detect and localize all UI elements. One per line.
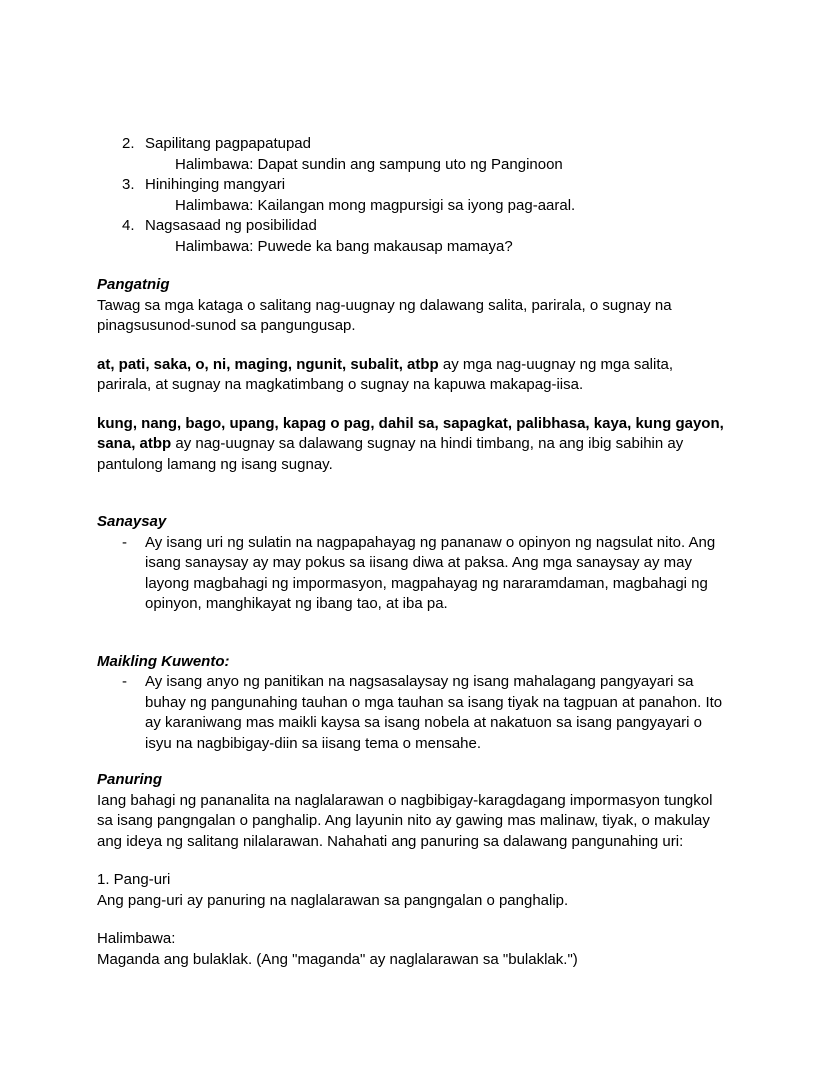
- bullet-item: [97, 672, 730, 754]
- bullet-text-sanaysay: Ay isang uri ng sulatin na nagpapahayag ng pananaw o opinyon ng nagsulat nito. Ang isang sanaysay ay may pokus sa iisang diwa at paksa. Ang mga sanaysay ay may layong magbahagi ng impormasyon, magpahayag ng nararamdaman, magbahagi ng opinyon, manghikayat ng ibang tao, at iba pa.: [145, 533, 716, 612]
- list-item-number: 3.: [122, 176, 135, 193]
- section-pangatnig: [97, 275, 730, 475]
- bullet-text-maikling-kuwento: Ay isang anyo ng panitikan na nagsasalaysay ng isang mahalagang pangyayari sa buhay ng pangunahing tauhan o mga tauhan sa isang tiyak na tagpuan at panahon. Ito ay karaniwang mas maikli kaysa sa isang nobela at nakatuon sa isang pangyayari o isyu na nagbibigay-diin sa iisang tema o mensahe.: [145, 673, 723, 752]
- section-heading-panuring: Panuring: [97, 771, 163, 788]
- section-heading-sanaysay: Sanaysay: [97, 513, 167, 530]
- list-item: [122, 216, 730, 257]
- coordinating-conjunction-list: at, pati, saka, o, ni, maging, ngunit, subalit, atbp: [97, 355, 439, 373]
- list-item-title: Hinihinging mangyari: [145, 176, 286, 193]
- example-label: Halimbawa:: [97, 930, 176, 947]
- list-item-title: Nagsasaad ng posibilidad: [145, 217, 317, 234]
- example-line: Halimbawa: Puwede ka bang makausap mamaya?: [175, 237, 513, 255]
- example-sentence: Maganda ang bulaklak. (Ang "maganda" ay naglalarawan sa "bulaklak."): [97, 950, 578, 968]
- example-line: Halimbawa: Dapat sundin ang sampung uto ng Panginoon: [175, 155, 563, 173]
- paragraph-panuring-intro: Iang bahagi ng pananalita na naglalarawan o nagbibigay-karagdagang impormasyon tungkol sa isang pangngalan o panghalip. Ang layunin nito ay gawing mas malinaw, tiyak, o makulay ang ideya ng salitang nilalarawan. Nahahati ang panuring sa dalawang pangunahing uri:: [97, 791, 713, 850]
- list-item-title: Sapilitang pagpapatupad: [145, 135, 311, 152]
- example-line: Halimbawa: Kailangan mong magpursigi sa iyong pag-aaral.: [175, 196, 576, 214]
- section-panuring: [97, 770, 730, 970]
- paragraph-subordinating-conjunctions: [97, 414, 730, 476]
- section-heading-pangatnig: Pangatnig: [97, 276, 170, 293]
- subordinating-conjunction-description: ay nag-uugnay sa dalawang sugnay na hindi timbang, na ang ibig sabihin ay pantulong lamang ng isang sugnay.: [97, 435, 684, 473]
- list-item-number: 4.: [122, 217, 135, 234]
- list-item: [122, 175, 730, 216]
- section-heading-maikling-kuwento: Maikling Kuwento:: [97, 652, 230, 670]
- paragraph-coordinating-conjunctions: [97, 355, 730, 396]
- section-maikling-kuwento: [97, 652, 730, 755]
- example-block: [97, 929, 730, 970]
- bullet-dash: -: [122, 673, 127, 690]
- subordinating-conjunction-list: kung, nang, bago, upang, kapag o pag, dahil sa, sapagkat, palibhasa, kaya, kung gayon, sana, atbp: [97, 414, 724, 452]
- numbered-list: [97, 134, 730, 257]
- subsection-pang-uri: [97, 870, 730, 911]
- list-item-number: 2.: [122, 135, 135, 152]
- subsection-body: Ang pang-uri ay panuring na naglalarawan sa pangngalan o panghalip.: [97, 891, 569, 909]
- bullet-dash: -: [122, 533, 127, 551]
- coordinating-conjunction-description: ay mga nag-uugnay ng mga salita, parirala, at sugnay na magkatimbang o sugnay na kapuwa makapag-iisa.: [97, 355, 674, 393]
- bullet-item: [97, 533, 730, 615]
- paragraph-pangatnig-intro: Tawag sa mga kataga o salitang nag-uugnay ng dalawang salita, parirala, o sugnay na pinagsusunod-sunod sa pangungusap.: [97, 296, 672, 334]
- subsection-title: 1. Pang-uri: [97, 871, 171, 888]
- section-sanaysay: [97, 512, 730, 615]
- list-item: [122, 134, 730, 175]
